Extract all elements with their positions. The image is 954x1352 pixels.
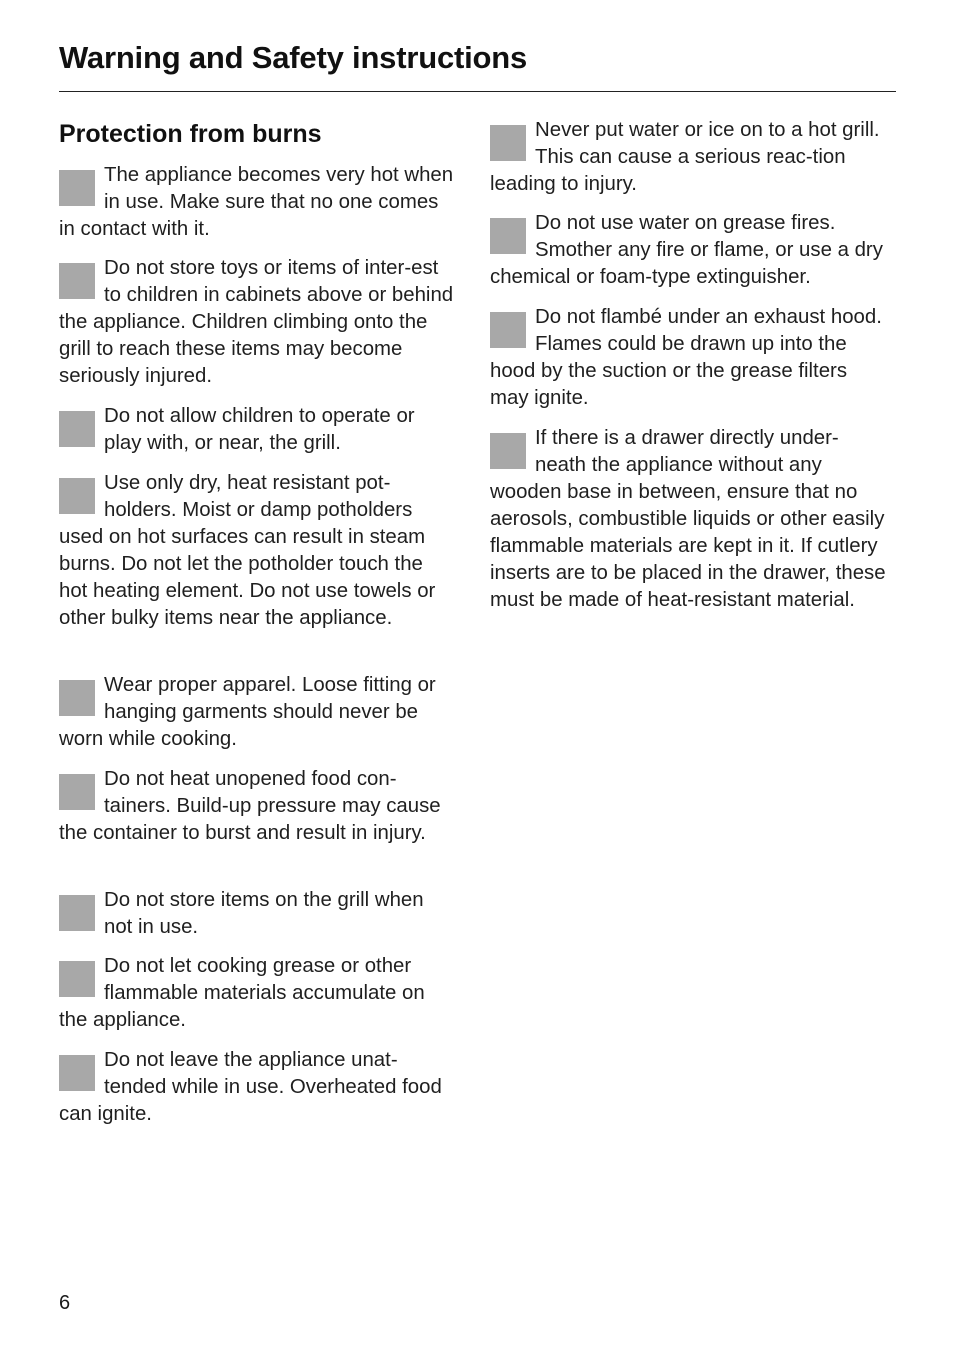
bullet-square-icon: [490, 125, 526, 161]
title-divider: [59, 91, 896, 92]
bullet-square-icon: [59, 895, 95, 931]
page-title: Warning and Safety instructions: [59, 40, 528, 75]
warning-text: Do not store toys or items of inter-est to children in cabinets above or behind the appliance. Children climbing onto the grill to reach these items may become seriously injured.: [59, 257, 454, 387]
bullet-square-icon: [490, 218, 526, 254]
page-number: 6: [59, 1292, 71, 1314]
bullet-square-icon: [490, 433, 526, 469]
warning-text: Wear proper apparel. Loose fitting or hanging garments should never be worn while cooking.: [59, 674, 436, 750]
warning-item: [59, 1047, 455, 1128]
bullet-square-icon: [59, 961, 95, 997]
warning-item: [59, 953, 455, 1034]
section-heading: Protection from burns: [59, 120, 322, 148]
warning-text: Do not let cooking grease or other flammable materials accumulate on the appliance.: [59, 955, 425, 1031]
warning-text: Do not heat unopened food con-tainers. Build-up pressure may cause the container to burst and result in injury.: [59, 768, 441, 844]
bullet-square-icon: [490, 312, 526, 348]
warning-item: [59, 470, 455, 632]
warning-text: Do not store items on the grill when not in use.: [104, 889, 424, 938]
warning-item: [490, 210, 886, 291]
warning-text: Do not use water on grease fires. Smother any fire or flame, or use a dry chemical or foam-type extinguisher.: [490, 212, 883, 288]
bullet-square-icon: [59, 478, 95, 514]
warning-text: If there is a drawer directly under-neath the appliance without any wooden base in between, ensure that no aerosols, combustible liquids or other easily flammable materials are kept in it. If cutlery inserts are to be placed in the drawer, these must be made of heat-resistant material.: [490, 427, 886, 611]
warning-text: Use only dry, heat resistant pot-holders. Moist or damp potholders used on hot surfaces can result in steam burns. Do not let the potholder touch the hot heating element. Do not use towels or other bulky items near the appliance.: [59, 472, 436, 629]
warning-item: [59, 403, 455, 457]
bullet-square-icon: [59, 411, 95, 447]
warning-item: [490, 425, 886, 614]
warning-text: Do not leave the appliance unat-tended while in use. Overheated food can ignite.: [59, 1049, 442, 1125]
bullet-square-icon: [59, 1055, 95, 1091]
bullet-square-icon: [59, 263, 95, 299]
warning-text: Do not allow children to operate or play with, or near, the grill.: [104, 405, 415, 454]
bullet-square-icon: [59, 170, 95, 206]
warning-item: [59, 255, 455, 390]
warning-item: [59, 162, 455, 243]
warning-item: [490, 117, 886, 198]
warning-text: The appliance becomes very hot when in use. Make sure that no one comes in contact with it.: [59, 164, 454, 240]
warning-item: [59, 766, 455, 847]
warning-item: [59, 887, 455, 941]
warning-item: [59, 672, 455, 753]
warning-text: Do not flambé under an exhaust hood. Flames could be drawn up into the hood by the suction or the grease filters may ignite.: [490, 306, 882, 409]
warning-text: Never put water or ice on to a hot grill. This can cause a serious reac-tion leading to injury.: [490, 119, 880, 195]
bullet-square-icon: [59, 680, 95, 716]
warning-item: [490, 304, 886, 412]
bullet-square-icon: [59, 774, 95, 810]
